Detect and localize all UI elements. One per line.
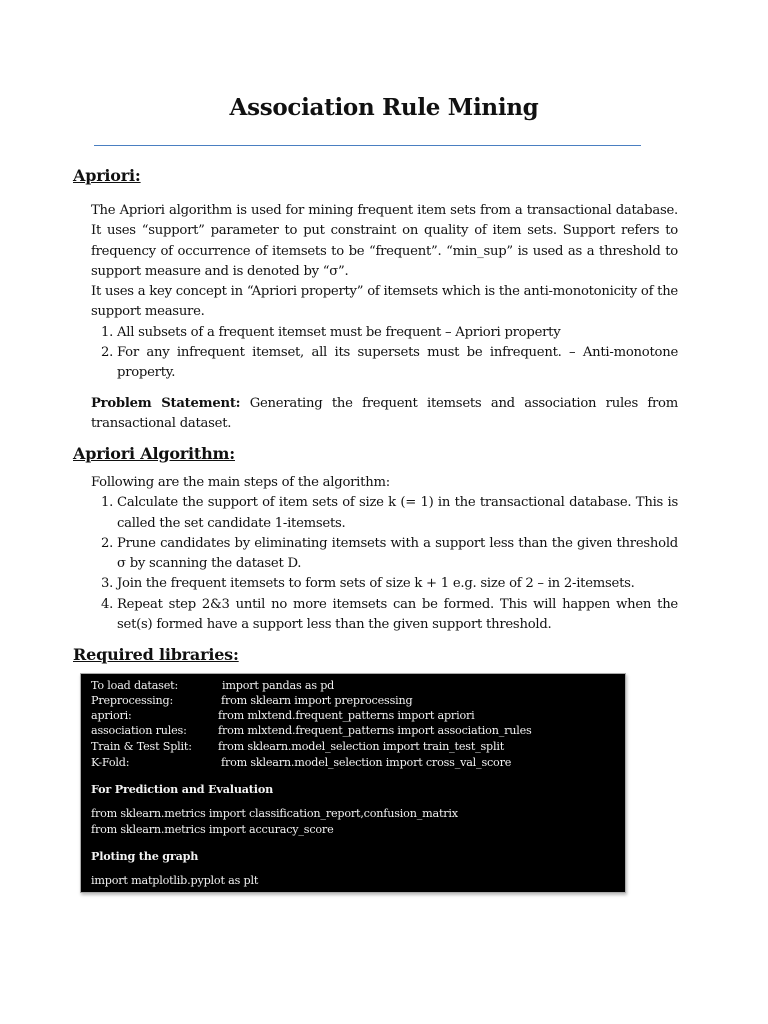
code-line: from sklearn.metrics import classification_report,confusion_matrix bbox=[91, 807, 458, 820]
apriori-property-list bbox=[91, 323, 678, 384]
code-row-label: association rules: bbox=[91, 724, 187, 737]
algorithm-intro: Following are the main steps of the algorithm: bbox=[91, 475, 390, 490]
list-item: 1. All subsets of a frequent itemset must be frequent – Apriori property bbox=[117, 323, 678, 343]
code-row-label: K-Fold: bbox=[91, 756, 130, 769]
apriori-paragraph-2: It uses a key concept in “Apriori property” of itemsets which is the anti-monotonicity of the support measure. bbox=[91, 284, 678, 320]
code-line: import matplotlib.pyplot as plt bbox=[91, 874, 259, 887]
code-row-label: To load dataset: bbox=[91, 679, 179, 692]
algorithm-body bbox=[91, 473, 678, 635]
plotting-subheading: Ploting the graph bbox=[91, 849, 199, 863]
list-item: 4. Repeat step 2&3 until no more itemsets can be formed. This will happen when the set(s) formed have a support less than the given support threshold. bbox=[117, 595, 678, 636]
code-image-panel bbox=[80, 673, 626, 893]
code-row-code: from mlxtend.frequent_patterns import association_rules bbox=[218, 724, 532, 737]
evaluation-subheading: For Prediction and Evaluation bbox=[91, 782, 274, 796]
code-row-label: Train & Test Split: bbox=[91, 740, 192, 753]
algorithm-heading: Apriori Algorithm: bbox=[73, 444, 235, 463]
problem-statement-text: Generating the frequent itemsets and association rules from transactional dataset. bbox=[91, 396, 679, 432]
code-row-code: from sklearn.model_selection import cross_val_score bbox=[221, 756, 512, 769]
algorithm-steps bbox=[91, 493, 678, 635]
code-row-code: from sklearn import preprocessing bbox=[221, 694, 413, 707]
code-row-code: from sklearn.model_selection import train_test_split bbox=[218, 740, 505, 753]
apriori-body bbox=[91, 201, 678, 384]
code-row-code: from mlxtend.frequent_patterns import apriori bbox=[218, 709, 475, 722]
list-item: 2. For any infrequent itemset, all its supersets must be infrequent. – Anti-monotone property. bbox=[117, 343, 678, 384]
page-title: Association Rule Mining bbox=[229, 94, 539, 121]
code-row-code: import pandas as pd bbox=[222, 679, 335, 692]
libraries-heading: Required libraries: bbox=[73, 645, 239, 664]
code-row-label: Preprocessing: bbox=[91, 694, 174, 707]
title-divider bbox=[94, 145, 641, 146]
list-item: 2. Prune candidates by eliminating itemsets with a support less than the given threshold σ by scanning the dataset D. bbox=[117, 534, 678, 575]
apriori-heading: Apriori: bbox=[73, 166, 141, 185]
code-line: from sklearn.metrics import accuracy_score bbox=[91, 823, 334, 836]
list-item: 1. Calculate the support of item sets of size k (= 1) in the transactional database. This is called the set candidate 1-itemsets. bbox=[117, 493, 678, 534]
problem-statement-label: Problem Statement: bbox=[91, 396, 241, 411]
problem-statement bbox=[91, 394, 678, 435]
list-item: 3. Join the frequent itemsets to form sets of size k + 1 e.g. size of 2 – in 2-itemsets. bbox=[117, 574, 678, 594]
apriori-paragraph-1: The Apriori algorithm is used for mining frequent item sets from a transactional database. It uses “support” parameter to put constraint on quality of item sets. Support refers to frequency of occurrence of itemsets to be “frequent”. “min_sup” is used as a threshold to support measure and is denoted by “σ”. bbox=[91, 203, 678, 279]
code-row-label: apriori: bbox=[91, 709, 132, 722]
